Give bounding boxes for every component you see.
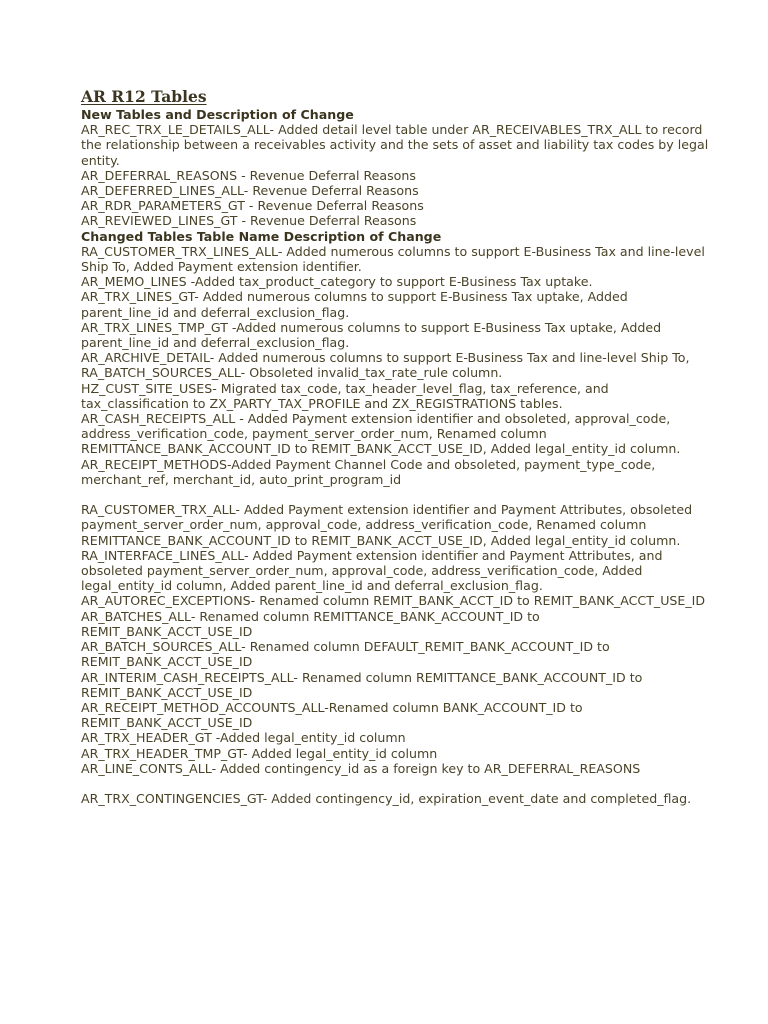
list-item: AR_RECEIPT_METHODS-Added Payment Channel Code and obsoleted, payment_type_code, merchant_ref, merchant_id, auto_print_program_id [81, 456, 656, 487]
list-item: HZ_CUST_SITE_USES- Migrated tax_code, tax_header_level_flag, tax_reference, and tax_classification to ZX_PARTY_TAX_PROFILE and ZX_REGISTRATIONS tables. [81, 380, 609, 411]
list-item: AR_DEFERRED_LINES_ALL- Revenue Deferral Reasons [81, 183, 419, 199]
list-item: AR_DEFERRAL_REASONS - Revenue Deferral Reasons [81, 167, 416, 183]
spacer [81, 487, 711, 502]
list-item: AR_BATCHES_ALL- Renamed column REMITTANCE_BANK_ACCOUNT_ID to REMIT_BANK_ACCT_USE_ID [81, 608, 540, 639]
changed-tables-list-part2 [81, 502, 711, 776]
list-item: RA_CUSTOMER_TRX_ALL- Added Payment extension identifier and Payment Attributes, obsoleted payment_server_order_num, approval_code, address_verification_code, Renamed column REMITTANCE_BANK_ACCOUNT_ID to REMIT_BANK_ACCT_USE_ID, Added legal_entity_id column. [81, 502, 693, 548]
changed-tables-list-part3 [81, 791, 711, 806]
list-item: AR_TRX_CONTINGENCIES_GT- Added contingency_id, expiration_event_date and completed_flag. [81, 791, 692, 807]
list-item: AR_CASH_RECEIPTS_ALL - Added Payment extension identifier and obsoleted, approval_code, address_verification_code, payment_server_order_num, Renamed column REMITTANCE_BANK_ACCOUNT_ID to REMIT_BANK_ACCT_USE_ID, Added legal_entity_id column. [81, 411, 681, 457]
list-item: AR_TRX_HEADER_TMP_GT- Added legal_entity_id column [81, 745, 438, 761]
list-item: AR_BATCH_SOURCES_ALL- Renamed column DEFAULT_REMIT_BANK_ACCOUNT_ID to REMIT_BANK_ACCT_USE_ID [81, 639, 610, 670]
list-item: AR_INTERIM_CASH_RECEIPTS_ALL- Renamed column REMITTANCE_BANK_ACCOUNT_ID to REMIT_BANK_ACCT_USE_ID [81, 669, 643, 700]
list-item: AR_LINE_CONTS_ALL- Added contingency_id as a foreign key to AR_DEFERRAL_REASONS [81, 760, 641, 776]
list-item: RA_BATCH_SOURCES_ALL- Obsoleted invalid_tax_rate_rule column. [81, 365, 503, 381]
list-item: AR_REVIEWED_LINES_GT - Revenue Deferral Reasons [81, 213, 417, 229]
list-item: AR_TRX_HEADER_GT -Added legal_entity_id column [81, 730, 406, 746]
list-item: RA_CUSTOMER_TRX_LINES_ALL- Added numerous columns to support E-Business Tax and line-level Ship To, Added Payment extension identifier. [81, 243, 705, 275]
list-item: AR_RDR_PARAMETERS_GT - Revenue Deferral Reasons [81, 198, 424, 214]
list-item: AR_REC_TRX_LE_DETAILS_ALL- Added detail level table under AR_RECEIVABLES_TRX_ALL to record the relationship between a receivables activity and the sets of asset and liability tax codes by legal entity. [81, 122, 709, 168]
document-page [81, 88, 711, 806]
changed-tables-heading: Changed Tables Table Name Description of Change [81, 228, 442, 244]
spacer [81, 776, 711, 791]
list-item: AR_AUTOREC_EXCEPTIONS- Renamed column REMIT_BANK_ACCT_ID to REMIT_BANK_ACCT_USE_ID [81, 593, 706, 609]
list-item: AR_ARCHIVE_DETAIL- Added numerous columns to support E-Business Tax and line-level Ship To, [81, 350, 690, 366]
list-item: AR_TRX_LINES_GT- Added numerous columns to support E-Business Tax uptake, Added parent_line_id and deferral_exclusion_flag. [81, 289, 628, 320]
list-item: AR_RECEIPT_METHOD_ACCOUNTS_ALL-Renamed column BANK_ACCOUNT_ID to REMIT_BANK_ACCT_USE_ID [81, 699, 583, 731]
changed-tables-list-part1 [81, 244, 711, 487]
new-tables-heading: New Tables and Description of Change [81, 107, 354, 122]
page-title: AR R12 Tables [81, 87, 207, 106]
new-tables-list [81, 122, 711, 228]
list-item: AR_TRX_LINES_TMP_GT -Added numerous columns to support E-Business Tax uptake, Added parent_line_id and deferral_exclusion_flag. [81, 319, 662, 351]
list-item: RA_INTERFACE_LINES_ALL- Added Payment extension identifier and Payment Attributes, and obsoleted payment_server_order_num, approval_code, address_verification_code, Added legal_entity_id column, Added parent_line_id and deferral_exclusion_flag. [81, 547, 663, 594]
list-item: AR_MEMO_LINES -Added tax_product_category to support E-Business Tax uptake. [81, 274, 593, 290]
